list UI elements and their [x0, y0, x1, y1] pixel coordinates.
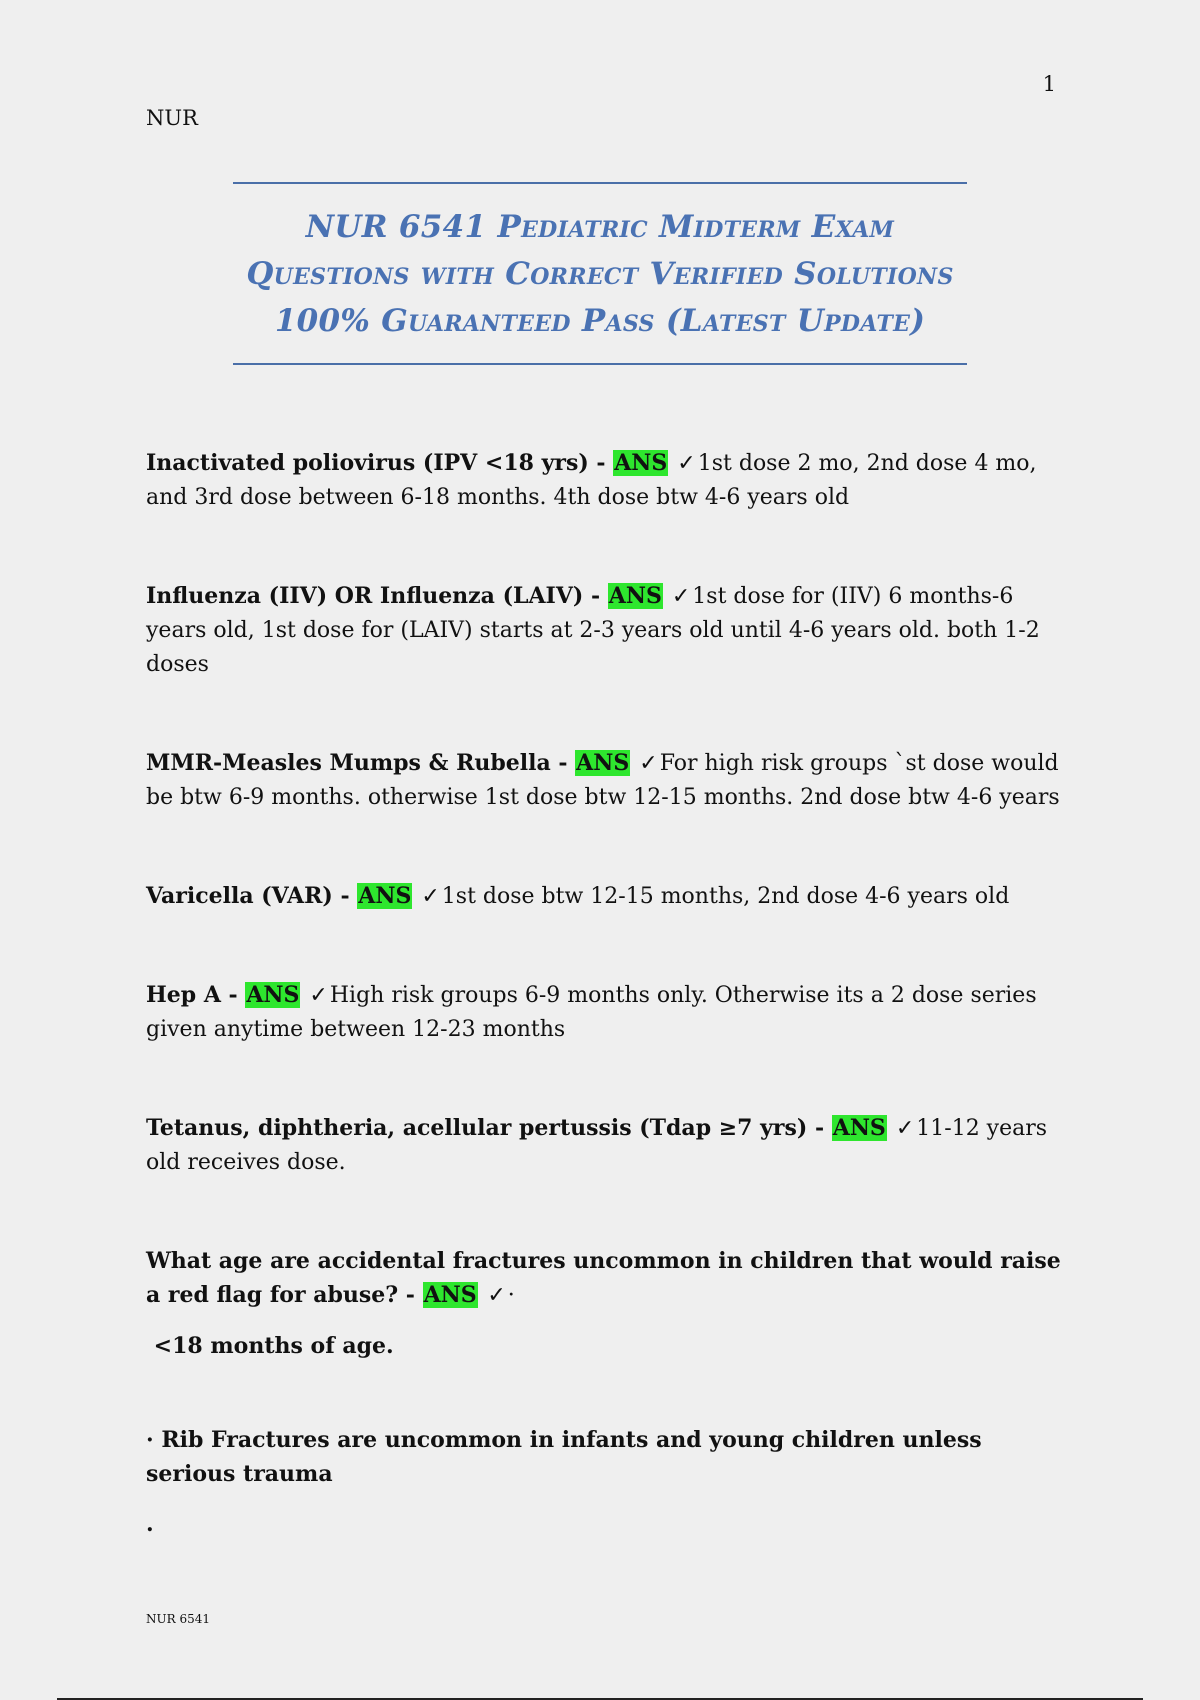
ans-badge: ANS	[358, 883, 412, 909]
answer-text: High risk groups 6-9 months only. Otherwise its a 2 dose series given anytime between 12-23 months	[146, 983, 1037, 1042]
qa-item	[146, 879, 1064, 914]
qa-item	[146, 746, 1064, 815]
qa-item	[146, 1111, 1064, 1180]
answer-text: 1st dose 2 mo, 2nd dose 4 mo, and 3rd dose between 6-18 months. 4th dose btw 4-6 years old	[146, 451, 1037, 510]
answer-bullet: ·	[507, 1283, 515, 1308]
checkmark-icon: ✓	[309, 983, 328, 1008]
qa-item	[146, 579, 1064, 682]
answer-text: For high risk groups `st dose would be btw 6-9 months. otherwise 1st dose btw 12-15 months. 2nd dose btw 4-6 years	[146, 751, 1060, 810]
title-line-2: Questions with Correct Verified Solutions	[246, 256, 954, 292]
rib-fracture-note: · Rib Fractures are uncommon in infants and young children unless serious trauma	[146, 1427, 982, 1487]
qa-item	[146, 978, 1064, 1047]
title-line-3: 100% Guaranteed Pass (Latest Update)	[274, 303, 926, 339]
qa-list	[146, 446, 1064, 1541]
checkmark-icon: ✓	[677, 451, 696, 476]
checkmark-icon: ✓	[639, 751, 658, 776]
ans-badge: ANS	[246, 982, 300, 1008]
question-text: Varicella (VAR) -	[146, 883, 358, 909]
trailing-dot: .	[146, 1511, 154, 1537]
question-text: Inactivated poliovirus (IPV <18 yrs) -	[146, 450, 614, 476]
ans-badge: ANS	[423, 1282, 477, 1308]
page-number: 1	[1042, 72, 1056, 96]
footer-label: NUR 6541	[146, 1612, 211, 1626]
qa-item-fractures	[146, 1244, 1064, 1541]
ans-badge: ANS	[576, 750, 630, 776]
question-text: What age are accidental fractures uncommon in children that would raise a red flag for abuse? -	[146, 1248, 1061, 1308]
checkmark-icon: ✓	[421, 884, 440, 909]
question-text: Hep A -	[146, 982, 246, 1008]
answer-text: 11-12 years old receives dose.	[146, 1116, 1048, 1175]
checkmark-icon: ✓	[895, 1116, 915, 1141]
qa-item	[146, 446, 1064, 515]
title-line-1: NUR 6541 Pediatric Midterm Exam	[305, 209, 895, 245]
question-text: Influenza (IIV) OR Influenza (LAIV) -	[146, 583, 608, 609]
answer-text: 1st dose for (IIV) 6 months-6 years old, 1st dose for (LAIV) starts at 2-3 years old until 4-6 years old. both 1-2 doses	[146, 584, 1040, 677]
answer-line: <18 months of age.	[146, 1333, 394, 1359]
ans-badge: ANS	[832, 1115, 886, 1141]
checkmark-icon: ✓	[487, 1283, 506, 1308]
ans-badge: ANS	[614, 450, 668, 476]
qa-question-line	[146, 1244, 1064, 1313]
question-text: MMR-Measles Mumps & Rubella -	[146, 750, 576, 776]
document-title	[233, 182, 967, 365]
question-text: Tetanus, diphtheria, acellular pertussis (Tdap ≥7 yrs) -	[146, 1115, 832, 1141]
ans-badge: ANS	[608, 583, 662, 609]
checkmark-icon: ✓	[671, 584, 691, 609]
answer-text: 1st dose btw 12-15 months, 2nd dose 4-6 years old	[441, 884, 1010, 909]
header-label: NUR	[146, 106, 198, 130]
